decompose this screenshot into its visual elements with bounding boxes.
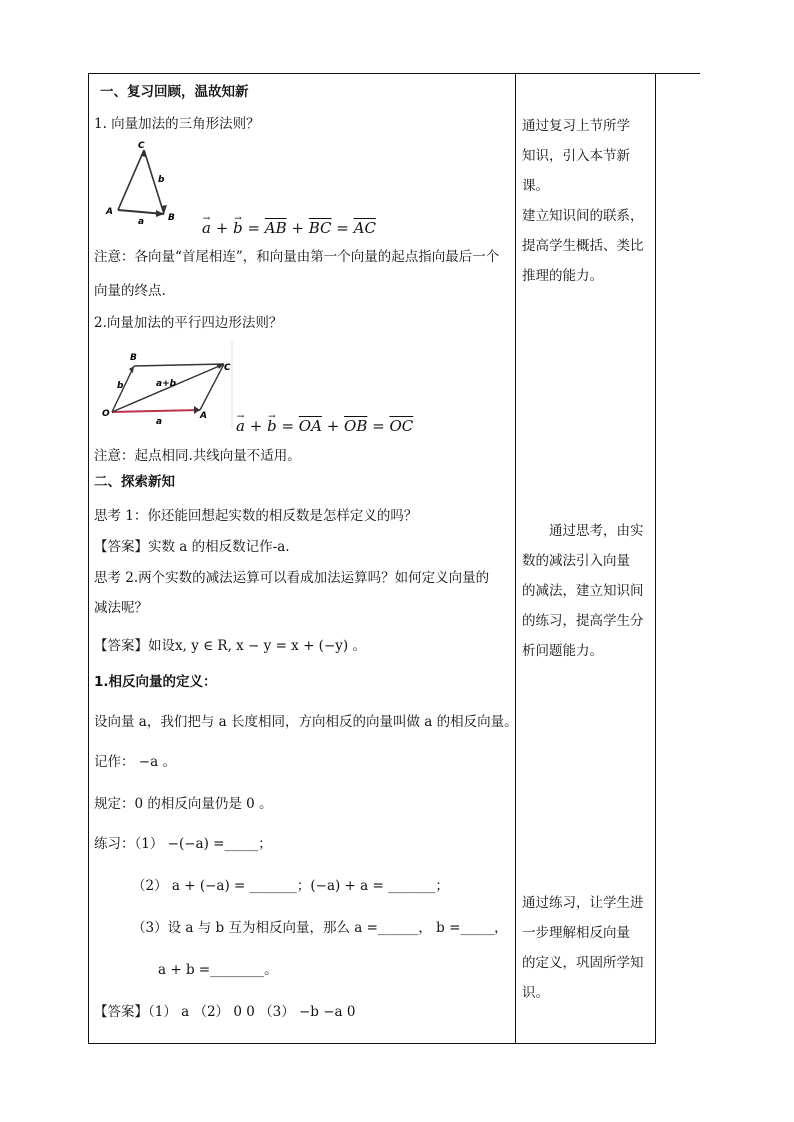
fig2-label-b-side: b: [117, 381, 124, 391]
sidebar-note-review: [522, 111, 652, 291]
definition-heading: 1.相反向量的定义：: [94, 674, 217, 690]
question-2: 2.向量加法的平行四边形法则？: [94, 315, 283, 331]
sidebar-note-thinking-line: 通过思考，由实: [522, 523, 644, 539]
definition-text: 设向量 a，我们把与 a 长度相同，方向相反的向量叫做 a 的相反向量。: [94, 714, 518, 730]
fig1-label-c: C: [138, 141, 145, 151]
exercise-3b: a + b =________。: [158, 962, 278, 978]
sidebar-note-thinking-line: 析问题能力。: [522, 643, 603, 659]
sidebar-note-practice-line: 识。: [522, 985, 549, 1001]
formula-triangle-rule: → a + → $b = \overline{AB} + \overline{BC} = \overline{AC}$: [202, 218, 376, 238]
note-2: 注意：起点相同.共线向量不适用。: [94, 448, 301, 464]
sidebar-note-practice-line: 通过练习，让学生进: [522, 895, 644, 911]
note-1-line2: 向量的终点.: [94, 283, 166, 299]
sidebar-note-review-line: 知识，引入本节新课。: [522, 148, 630, 194]
formula-parallelogram-rule: → a + → $b = \overline{OA} + \overline{OB} = \overline{OC}$: [236, 416, 413, 436]
sidebar-note-review-line: 提高学生概括、类比: [522, 238, 644, 254]
fig1-label-a-side: a: [138, 217, 145, 227]
fig1-label-b-side: b: [158, 175, 165, 185]
sidebar-note-practice: [522, 888, 652, 1008]
table-top-border: [88, 73, 700, 74]
table-bottom-border: [88, 1043, 656, 1044]
exercise-1: 练习：（1） −(−a) =_____；: [94, 836, 272, 852]
table-middle-border: [515, 73, 516, 1044]
sidebar-note-thinking-line: 数的减法引入向量: [522, 553, 630, 569]
fig2-label-a-side: a: [156, 417, 163, 427]
exercise-3: （3）设 a 与 b 互为相反向量，那么 a =______， b =_____，: [132, 920, 508, 936]
sidebar-note-thinking-line: 的减法，建立知识间: [522, 583, 644, 599]
fig2-label-a-point: A: [200, 411, 207, 421]
sidebar-note-review-line: 推理的能力。: [522, 268, 603, 284]
answer-1: 【答案】实数 a 的相反数记作-a.: [94, 539, 290, 555]
fig1-label-a-point: A: [106, 207, 113, 217]
answer-2: 【答案】如设x, y ∈ R, x − y = x + (−y) 。: [94, 638, 366, 654]
sidebar-note-practice-line: 一步理解相反向量: [522, 925, 630, 941]
sidebar-note-practice-line: 的定义，巩固所学知: [522, 955, 644, 971]
think-2-line1: 思考 2.两个实数的减法运算可以看成加法运算吗？如何定义向量的: [94, 570, 490, 586]
sidebar-note-thinking: [522, 516, 652, 666]
table-right-border: [655, 73, 656, 1044]
fig2-label-c-point: C: [224, 363, 231, 373]
section2-heading: 二、探索新知: [94, 474, 175, 490]
sidebar-note-review-line: 通过复习上节所学: [522, 118, 630, 134]
think-2-line2: 减法呢？: [94, 600, 148, 616]
sidebar-note-thinking-line: 的练习，提高学生分: [522, 613, 644, 629]
fig2-label-o-point: O: [102, 409, 110, 419]
triangle-figure: [100, 138, 190, 228]
question-1: 1. 向量加法的三角形法则？: [94, 116, 260, 132]
rule-text: 规定：0 的相反向量仍是 0 。: [94, 796, 273, 812]
exercise-2: （2） a + (−a) = _______；(−a) + a = _______；: [132, 878, 449, 894]
table-left-border: [88, 73, 89, 1044]
fig1-label-b-point: B: [168, 213, 175, 223]
think-1: 思考 1：你还能回想起实数的相反数是怎样定义的吗？: [94, 508, 418, 524]
sidebar-note-review-line: 建立知识间的联系，: [522, 208, 644, 224]
notation-text: 记作： −a 。: [94, 754, 176, 770]
parallelogram-figure: [100, 340, 240, 430]
final-answer: 【答案】（1） a （2） 0 0 （3） −b −a 0: [94, 1004, 356, 1020]
fig2-label-b-point: B: [130, 353, 137, 363]
fig2-label-a-plus-b: a+b: [156, 379, 177, 389]
note-1-line1: 注意：各向量“首尾相连”，和向量由第一个向量的起点指向最后一个: [94, 249, 500, 265]
section1-heading: 一、复习回顾，温故知新: [100, 84, 249, 100]
